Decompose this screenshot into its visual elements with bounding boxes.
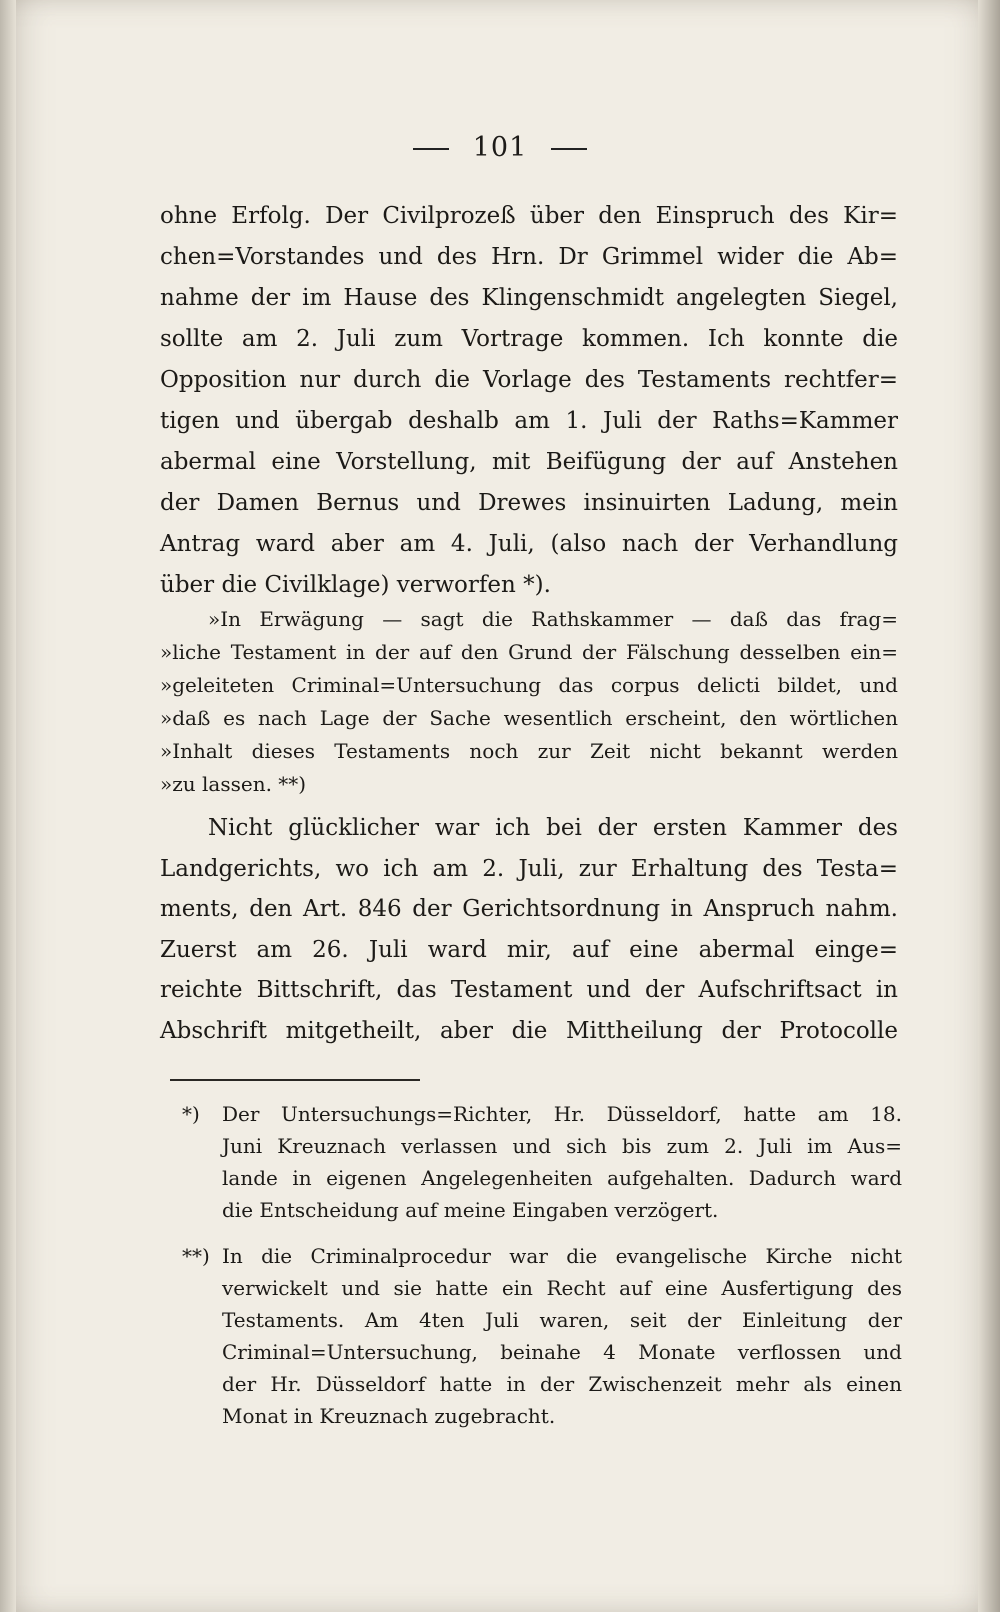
text-line: abermal eine Vorstellung, mit Beifügung der auf Anstehen	[160, 449, 898, 475]
page-left-edge	[0, 0, 16, 1612]
footnote-1	[160, 1098, 900, 1226]
page-header	[0, 132, 1000, 163]
quote-line: »In Erwägung — sagt die Rathskammer — daß das frag=	[208, 607, 898, 631]
footnote-line: lande in eigenen Angelegenheiten aufgehalten. Dadurch ward	[222, 1166, 902, 1190]
text-line: der Damen Bernus und Drewes insinuirten Ladung, mein	[160, 490, 898, 516]
text-line: Abschrift mitgetheilt, aber die Mittheilung der Protocolle	[160, 1017, 898, 1044]
header-dash-right	[551, 148, 587, 150]
footnote-line: der Hr. Düsseldorf hatte in der Zwischenzeit mehr als einen	[222, 1372, 902, 1396]
quote-line: »zu lassen. **)	[160, 772, 307, 796]
paragraph-2	[160, 808, 898, 1051]
footnote-2	[160, 1240, 900, 1432]
text-line: Landgerichts, wo ich am 2. Juli, zur Erhaltung des Testa=	[160, 855, 898, 882]
text-line: ments, den Art. 846 der Gerichtsordnung in Anspruch nahm.	[160, 896, 898, 922]
footnote-line: Der Untersuchungs=Richter, Hr. Düsseldorf, hatte am 18.	[222, 1102, 902, 1126]
quote-line: »daß es nach Lage der Sache wesentlich erscheint, den wörtlichen	[160, 706, 898, 730]
text-line: reichte Bittschrift, das Testament und der Aufschriftsact in	[160, 977, 898, 1003]
footnote-line: Testaments. Am 4ten Juli waren, seit der Einleitung der	[222, 1308, 902, 1332]
text-line: chen=Vorstandes und des Hrn. Dr Grimmel wider die Ab=	[160, 244, 898, 270]
text-line: nahme der im Hause des Klingenschmidt angelegten Siegel,	[160, 285, 898, 311]
page-right-edge	[978, 0, 1000, 1612]
text-line: ohne Erfolg. Der Civilprozeß über den Einspruch des Kir=	[160, 203, 898, 229]
quote-line: »geleiteten Criminal=Untersuchung das corpus delicti bildet, und	[160, 673, 898, 697]
text-line: tigen und übergab deshalb am 1. Juli der Raths=Kammer	[160, 408, 898, 434]
footnote-line: Criminal=Untersuchung, beinahe 4 Monate verflossen und	[222, 1340, 902, 1364]
quote-line: »Inhalt dieses Testaments noch zur Zeit nicht bekannt werden	[160, 739, 898, 763]
paragraph-1	[160, 196, 898, 606]
footnote-line: die Entscheidung auf meine Eingaben verzögert.	[222, 1198, 719, 1222]
text-line: sollte am 2. Juli zum Vortrage kommen. Ich konnte die	[160, 326, 898, 352]
footnote-line: Monat in Kreuznach zugebracht.	[222, 1404, 556, 1428]
footnote-mark: *)	[182, 1102, 200, 1126]
header-dash-left	[413, 148, 449, 150]
text-line: Nicht glücklicher war ich bei der ersten Kammer des	[208, 815, 898, 841]
page-number: 101	[472, 132, 528, 163]
footnote-line: Juni Kreuznach verlassen und sich bis zum 2. Juli im Aus=	[222, 1134, 902, 1158]
text-line: Zuerst am 26. Juli ward mir, auf eine abermal einge=	[160, 936, 898, 963]
text-line: Antrag ward aber am 4. Juli, (also nach der Verhandlung	[160, 531, 898, 557]
footnote-divider	[170, 1079, 420, 1081]
footnote-mark: **)	[182, 1244, 210, 1268]
footnote-line: In die Criminalprocedur war die evangelische Kirche nicht	[222, 1244, 902, 1268]
quote-line: »liche Testament in der auf den Grund der Fälschung desselben ein=	[160, 640, 898, 664]
footnote-line: verwickelt und sie hatte ein Recht auf eine Ausfertigung des	[222, 1276, 902, 1300]
block-quote	[160, 603, 898, 801]
text-line: über die Civilklage) verworfen *).	[160, 572, 551, 598]
text-line: Opposition nur durch die Vorlage des Testaments rechtfer=	[160, 367, 898, 393]
